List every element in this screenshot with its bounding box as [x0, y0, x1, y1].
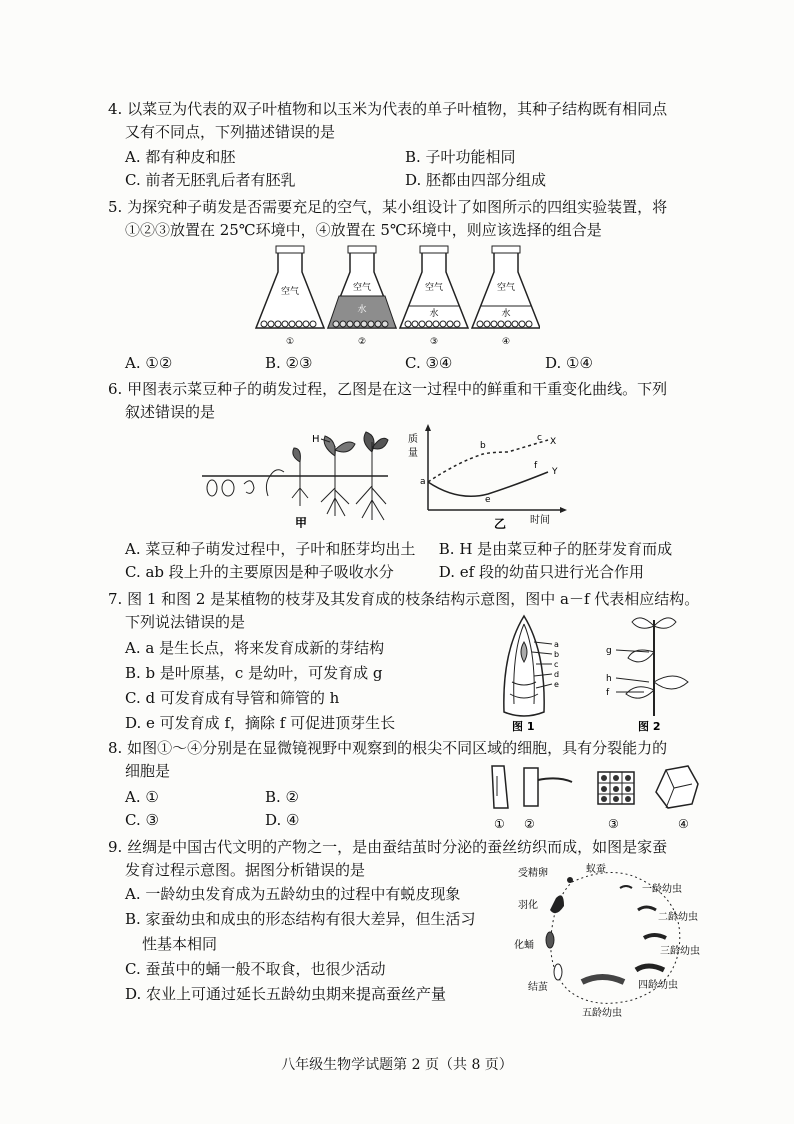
q7-figure-2	[606, 618, 688, 733]
q8-cell-1	[492, 766, 508, 831]
q7-option-c[interactable]: C. d 可发育成有导管和筛管的 h	[125, 689, 340, 707]
flask-1-air-label: 空气	[280, 287, 300, 297]
q6-point-f: f	[534, 461, 538, 471]
q5-option-c[interactable]: C. ③④	[405, 354, 453, 372]
q4-line2: 又有不同点，下列描述错误的是	[125, 123, 336, 141]
q4-line1: 4. 以菜豆为代表的双子叶植物和以玉米为代表的单子叶植物，其种子结构既有相同点	[108, 100, 668, 118]
q4-option-b[interactable]: B. 子叶功能相同	[405, 148, 516, 166]
q8-line2: 细胞是	[125, 762, 171, 780]
q8-cell-2-number: ②	[524, 817, 535, 831]
q7-fig1-caption: 图 1	[512, 720, 535, 733]
q4-option-d[interactable]: D. 胚都由四部分组成	[405, 171, 547, 189]
q9-label-ant-silkworm: 蚁蚕	[586, 864, 606, 875]
flask-4-water-label: 水	[501, 309, 511, 319]
q9-line2: 发育过程示意图。据图分析错误的是	[125, 861, 366, 879]
page-footer: 八年级生物学试题第 2 页（共 8 页）	[281, 1057, 513, 1073]
question-4	[108, 98, 708, 144]
q8-cell-4	[656, 766, 698, 831]
q6-label-h: H	[312, 434, 320, 445]
q7-options	[125, 636, 485, 736]
q7-bud-figures	[494, 612, 704, 736]
q5-option-a[interactable]: A. ①②	[125, 354, 173, 372]
q7-fig1-label-e: e	[554, 680, 559, 689]
q5-flask-figure	[240, 244, 540, 348]
q9-option-c[interactable]: C. 蚕茧中的蛹一般不取食，也很少活动	[125, 960, 386, 978]
q6-point-e: e	[485, 495, 491, 505]
flask-2-air-label: 空气	[352, 283, 372, 293]
flask-1-number: ①	[285, 337, 295, 347]
q9-label-pupa: 化蛹	[514, 940, 534, 951]
q6-weight-chart	[398, 422, 573, 534]
q6-point-a: a	[420, 477, 426, 487]
q7-line1: 7. 图 1 和图 2 是某植物的枝芽及其发育成的枝条结构示意图，图中 a－f 代表相应结构。	[108, 590, 700, 608]
flask-3-air-label: 空气	[424, 283, 444, 293]
flask-2-water-label: 水	[357, 305, 367, 315]
q8-option-d[interactable]: D. ④	[265, 811, 300, 829]
q7-figure-1	[504, 616, 559, 733]
q9-label-instar-5: 五龄幼虫	[582, 1008, 622, 1019]
flask-4-air-label: 空气	[496, 283, 516, 293]
q6-series-x: X	[550, 437, 557, 447]
q6-germination-figure	[200, 428, 390, 528]
q7-fig1-label-b: b	[554, 650, 560, 659]
q6-options	[125, 538, 705, 584]
q8-option-b[interactable]: B. ②	[265, 788, 300, 806]
q7-option-a[interactable]: A. a 是生长点，将来发育成新的芽结构	[125, 639, 385, 657]
q4-options	[125, 146, 705, 192]
question-6	[108, 378, 708, 424]
q9-label-instar-3: 三龄幼虫	[660, 946, 700, 957]
q8-cell-3-number: ③	[608, 817, 619, 831]
flask-3-water-label: 水	[429, 309, 439, 319]
q9-options	[125, 882, 510, 1007]
q8-root-cells-figure	[484, 762, 702, 836]
q7-fig2-label-g: g	[606, 646, 612, 656]
q4-option-c[interactable]: C. 前者无胚乳后者有胚乳	[125, 171, 296, 189]
q8-cell-2	[524, 768, 572, 831]
q9-option-b[interactable]: B. 家蚕幼虫和成虫的形态结构有很大差异，但生活习	[125, 910, 476, 928]
q6-y-axis-label-bottom: 量	[408, 448, 418, 459]
q8-cell-3	[598, 772, 634, 831]
q7-fig1-label-c: c	[554, 660, 559, 669]
q6-line1: 6. 甲图表示菜豆种子的萌发过程，乙图是在这一过程中的鲜重和干重变化曲线。下列	[108, 380, 668, 398]
q7-option-b[interactable]: B. b 是叶原基，c 是幼叶，可发育成 g	[125, 664, 383, 682]
q8-cell-1-number: ①	[494, 817, 505, 831]
q8-option-c[interactable]: C. ③	[125, 811, 159, 829]
q7-fig2-label-h: h	[606, 674, 612, 684]
q9-option-d[interactable]: D. 农业上可通过延长五龄幼虫期来提高蚕丝产量	[125, 985, 447, 1003]
q6-line2: 叙述错误的是	[125, 403, 216, 421]
q7-fig2-label-f: f	[606, 688, 610, 698]
flask-2	[328, 246, 396, 347]
q6-series-y: Y	[552, 467, 558, 477]
q6-point-c: c	[537, 433, 542, 443]
q9-silkworm-cycle	[512, 858, 702, 1034]
q9-line1: 9. 丝绸是中国古代文明的产物之一，是由蚕结茧时分泌的蚕丝纺织而成，如图是家蚕	[108, 838, 668, 856]
q5-line2: ①②③放置在 25℃环境中，④放置在 5℃环境中，则应该选择的组合是	[125, 221, 602, 239]
q5-option-d[interactable]: D. ①④	[545, 354, 593, 372]
q6-option-a[interactable]: A. 菜豆种子萌发过程中，子叶和胚芽均出土	[125, 540, 416, 558]
q6-x-axis-label: 时间	[530, 515, 550, 526]
flask-4-number: ④	[501, 337, 511, 347]
q5-line1: 5. 为探究种子萌发是否需要充足的空气，某小组设计了如图所示的四组实验装置，将	[108, 198, 668, 216]
q9-option-a[interactable]: A. 一龄幼虫发育成为五龄幼虫的过程中有蜕皮现象	[125, 885, 461, 903]
flask-3-number: ③	[429, 337, 439, 347]
q6-point-b: b	[480, 441, 486, 451]
q8-line1: 8. 如图①～④分别是在显微镜视野中观察到的根尖不同区域的细胞，具有分裂能力的	[108, 739, 668, 757]
q4-option-a[interactable]: A. 都有种皮和胚	[125, 148, 236, 166]
q7-fig2-caption: 图 2	[638, 720, 661, 733]
q6-y-axis-label-top: 质	[408, 434, 418, 445]
q6-option-b[interactable]: B. H 是由菜豆种子的胚芽发育而成	[438, 540, 673, 558]
q9-label-emergence: 羽化	[518, 900, 538, 911]
q9-option-b-cont: 性基本相同	[142, 935, 218, 953]
q9-label-egg: 受精卵	[518, 868, 548, 879]
q8-option-a[interactable]: A. ①	[125, 788, 159, 806]
q7-option-d[interactable]: D. e 可发育成 f，摘除 f 可促进顶芽生长	[125, 714, 396, 732]
flask-2-number: ②	[357, 337, 367, 347]
question-5	[108, 196, 708, 242]
q8-options	[125, 786, 465, 832]
flask-3	[400, 246, 468, 347]
q7-fig1-label-d: d	[554, 670, 560, 679]
q9-label-instar-1: 一龄幼虫	[642, 884, 682, 895]
q6-figure-jia: 甲	[295, 516, 308, 528]
q6-option-d[interactable]: D. ef 段的幼苗只进行光合作用	[438, 563, 644, 581]
q9-label-instar-2: 二龄幼虫	[658, 912, 698, 923]
q9-label-instar-4: 四龄幼虫	[638, 980, 678, 991]
q7-fig1-label-a: a	[554, 640, 559, 649]
q6-figure-yi: 乙	[494, 517, 507, 531]
q5-option-b[interactable]: B. ②③	[265, 354, 313, 372]
q6-option-c[interactable]: C. ab 段上升的主要原因是种子吸收水分	[125, 563, 394, 581]
q7-line2: 下列说法错误的是	[125, 613, 246, 631]
q5-options	[125, 352, 705, 375]
flask-1	[256, 246, 324, 347]
q9-label-cocoon: 结茧	[528, 982, 548, 993]
flask-4	[472, 246, 540, 347]
q8-cell-4-number: ④	[678, 817, 689, 831]
